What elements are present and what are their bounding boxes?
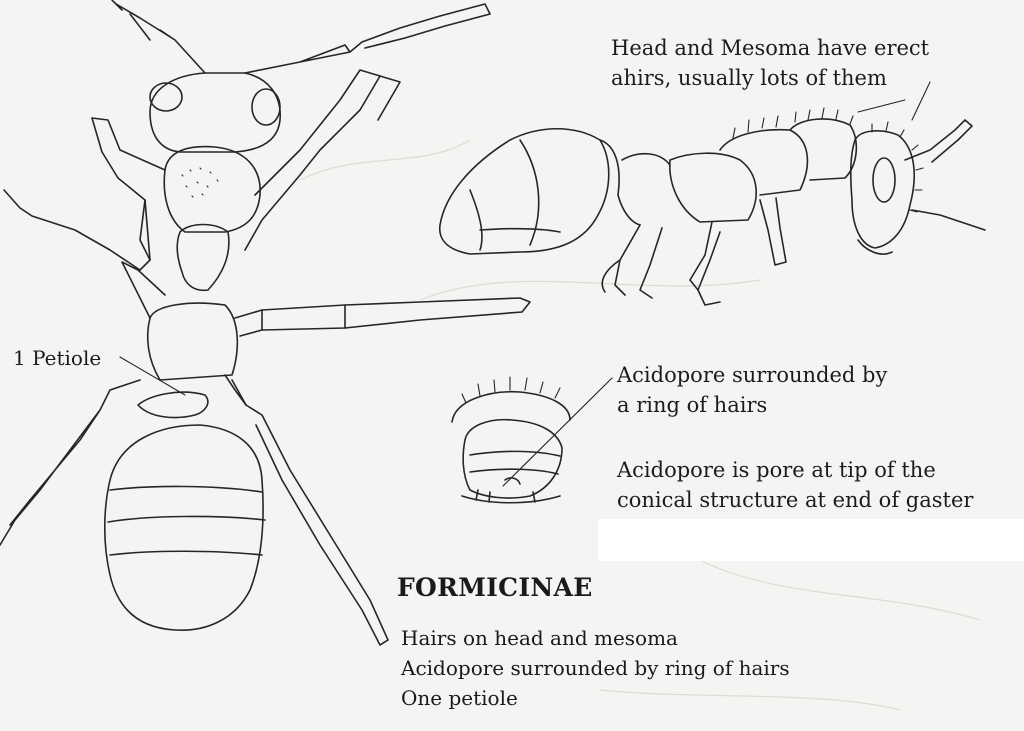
right-antenna	[245, 4, 490, 73]
lateral-mandible	[858, 240, 892, 254]
summary-item: Hairs on head and mesoma	[401, 626, 678, 650]
ant-mesonotum	[177, 225, 229, 291]
acidopore-definition-line-1: Acidopore is pore at tip of the	[617, 458, 936, 482]
ant-propodeum	[148, 303, 238, 380]
lateral-pronotum	[790, 119, 856, 180]
gaster-segment-line	[110, 486, 262, 492]
left-compound-eye	[150, 83, 182, 111]
ant-dorsal-view	[0, 0, 530, 645]
lateral-leg-1	[615, 225, 662, 298]
acidopore-closeup	[452, 377, 570, 503]
left-front-leg	[4, 118, 165, 270]
right-front-leg	[245, 70, 380, 250]
left-antenna	[112, 0, 205, 73]
right-compound-eye	[252, 89, 280, 125]
acidopore-ring-line-1: Acidopore surrounded by	[617, 363, 888, 387]
acidopore-cone	[463, 420, 562, 498]
acidopore-definition-line-2: conical structure at end of gaster	[617, 488, 974, 512]
acidopore-ring-hairs	[462, 377, 560, 403]
gaster-segment-line	[110, 551, 262, 555]
subfamily-title: FORMICINAE	[397, 573, 593, 602]
acidopore-ring-label	[617, 360, 887, 420]
ant-head	[150, 73, 280, 152]
lateral-mesonotum	[720, 130, 807, 195]
head-mesoma-hairs-line-1: Head and Mesoma have erect	[611, 36, 930, 60]
lateral-compound-eye	[873, 158, 895, 202]
head-mesoma-hairs-line-2: ahirs, usually lots of them	[611, 66, 887, 90]
lateral-head	[851, 131, 914, 248]
summary-item: Acidopore surrounded by ring of hairs	[401, 656, 790, 680]
summary-list	[401, 623, 790, 713]
summary-item: One petiole	[401, 686, 518, 710]
head-mesoma-hairs-label	[611, 33, 929, 93]
pronotum-hairs	[182, 168, 218, 197]
ant-pronotum	[164, 147, 260, 232]
gaster-segment-line	[108, 516, 265, 522]
petiole-label: 1 Petiole	[13, 346, 102, 370]
right-middle-leg	[235, 298, 530, 336]
acidopore-rim	[452, 392, 570, 422]
ant-lateral-view	[440, 108, 985, 305]
right-hind-leg	[232, 380, 388, 645]
acidopore-ring-line-2: a ring of hairs	[617, 393, 768, 417]
lateral-propodeum	[670, 153, 756, 222]
ant-petiole	[138, 392, 208, 417]
white-patch	[598, 519, 1024, 561]
lateral-leg-3	[760, 198, 786, 265]
acidopore-tip	[505, 478, 520, 484]
lateral-antenna	[905, 120, 985, 230]
ant-gaster	[105, 425, 263, 630]
lateral-leg-2	[690, 222, 720, 290]
acidopore-definition-label	[617, 455, 973, 515]
